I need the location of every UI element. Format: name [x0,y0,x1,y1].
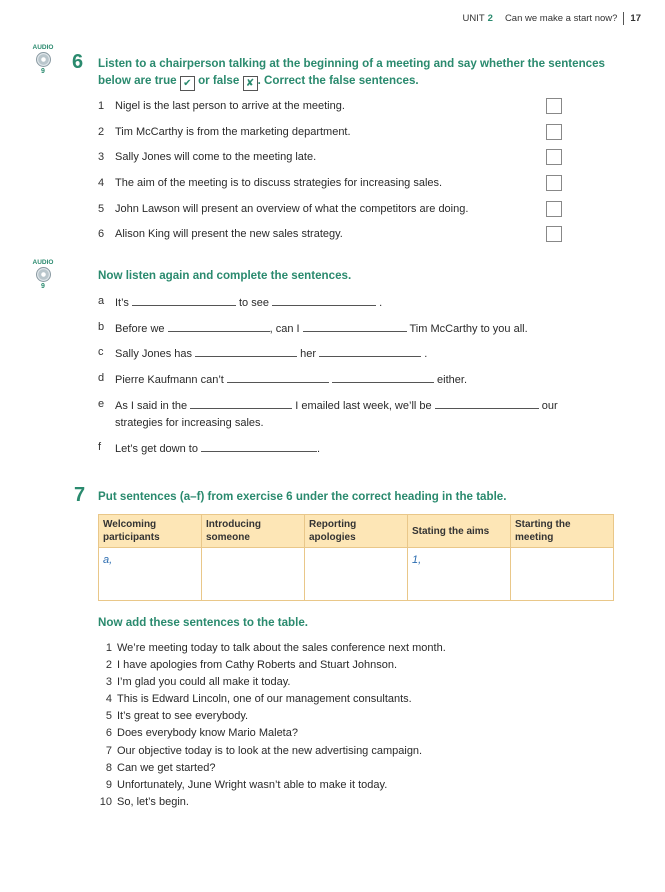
answer-checkbox[interactable] [546,226,562,242]
exercise-instruction [98,55,608,91]
answer-checkbox[interactable] [546,149,562,165]
cd-icon [36,52,51,67]
answer-checkbox[interactable] [546,175,562,191]
audio-track: 9 [41,283,45,290]
heading-table [98,514,614,601]
item-number: 7 [105,744,112,757]
table-cell[interactable] [511,548,614,601]
text-segment: strategies for increasing sales. [115,416,264,429]
audio-label: AUDIO [32,259,54,266]
item-text: It’s great to see everybody. [117,710,249,723]
list-item [98,320,598,346]
page-number: 17 [630,13,641,24]
item-text: I have apologies from Cathy Roberts and Stuart Johnson. [117,659,398,672]
audio-label: AUDIO [32,44,54,51]
tick-icon: ✔ [180,76,195,91]
text-segment: , can I [269,322,300,335]
text-segment: to see [238,297,269,309]
item-text [115,320,528,336]
exercise-number: 7 [74,484,86,506]
list-item [98,176,578,202]
table-heading: Stating the aims [408,515,511,548]
unit-title: Can we make a start now? [504,13,618,24]
list-item [98,397,598,440]
item-number: 5 [105,710,112,723]
list-item [98,345,598,371]
item-text: Alison King will present the new sales strategy. [115,228,343,241]
table-heading: Introducing someone [202,515,305,548]
item-text: Our objective today is to look at the new advertising campaign. [117,744,423,757]
item-number: 4 [98,177,105,190]
page-header [462,12,641,25]
item-number: 3 [98,151,105,164]
table-cell[interactable] [305,548,408,601]
blank-field[interactable] [190,397,292,409]
item-text: Tim McCarthy is from the marketing department. [115,125,351,138]
item-letter: b [98,320,105,333]
unit-label: UNIT [462,13,485,24]
item-text: Can we get started? [117,761,216,774]
item-letter: d [98,372,105,385]
item-number: 1 [98,100,105,112]
item-number: 9 [105,778,112,791]
text-segment: Let’s get down to [115,442,198,455]
answer-checkbox[interactable] [546,201,562,217]
table-cell[interactable]: a, [99,548,202,601]
text-segment: Sally Jones has [115,348,193,361]
item-number: 10 [99,795,112,808]
list-item [98,125,578,151]
text-segment: . [379,297,383,309]
item-text: Unfortunately, June Wright wasn’t able to make it today. [117,778,388,791]
sub-instruction: Now add these sentences to the table. [98,616,309,629]
text-segment: It’s [115,297,129,309]
list-item [98,150,578,176]
answer-checkbox[interactable] [546,98,562,114]
list-item [98,440,598,466]
instruction-text: Listen to a chairperson talking at the beginning of a meeting and say whether the sentences below are true [98,57,606,87]
item-text: I’m glad you could all make it today. [117,676,291,689]
list-item [98,227,578,253]
item-text [115,440,320,456]
list-item [98,99,578,125]
text-segment: Pierre Kaufmann can’t [115,374,224,387]
item-number: 6 [105,727,112,740]
item-number: 4 [105,693,112,706]
item-text [115,294,382,310]
list-item [98,371,598,397]
blank-field[interactable] [435,397,539,409]
table-heading: Welcoming participants [99,515,202,548]
item-text [115,371,467,387]
audio-badge-2[interactable] [31,259,55,290]
item-number: 2 [105,659,112,672]
table-cell[interactable] [202,548,305,601]
audio-track: 9 [41,68,45,75]
answer-checkbox[interactable] [546,124,562,140]
exercise-number: 6 [72,51,84,73]
item-text: So, let’s begin. [117,795,189,808]
item-text: Nigel is the last person to arrive at the meeting. [115,100,345,112]
item-letter: c [98,346,104,359]
sub-instruction: Now listen again and complete the sentences. [98,269,352,282]
table-cell[interactable]: 1, [408,548,511,601]
text-segment: As I said in the [115,399,188,412]
item-text [115,397,558,432]
item-text: This is Edward Lincoln, one of our management consultants. [117,693,412,706]
list-item [98,202,578,228]
table-heading: Starting the meeting [511,515,614,548]
item-number: 6 [98,228,105,241]
item-text: Sally Jones will come to the meeting late. [115,151,317,164]
instruction-text: . Correct the false sentences. [257,74,419,87]
gap-fill-list [98,294,598,465]
item-text: John Lawson will present an overview of what the competitors are doing. [115,202,469,215]
text-segment: . [317,442,321,455]
blank-field[interactable] [201,440,317,452]
blank-field[interactable] [168,320,270,332]
blank-field[interactable] [332,371,434,383]
cross-icon: ✘ [243,76,258,91]
text-segment: . [424,348,428,361]
text-segment: either. [437,374,467,387]
item-number: 8 [105,761,112,774]
list-item [98,294,598,320]
item-text: Does everybody know Mario Maleta? [117,727,298,740]
item-number: 1 [105,642,112,654]
audio-badge-1[interactable] [31,44,55,75]
table-heading: Reporting apologies [305,515,408,548]
blank-field[interactable] [227,371,329,383]
item-text: The aim of the meeting is to discuss strategies for increasing sales. [115,177,443,190]
cd-icon [36,267,51,282]
item-letter: a [98,295,105,307]
true-false-list [98,99,578,253]
item-letter: f [98,440,102,453]
item-text: We’re meeting today to talk about the sales conference next month. [117,642,446,654]
item-number: 2 [98,125,105,138]
item-letter: e [98,397,105,410]
blank-field[interactable] [132,294,236,306]
unit-number: 2 [487,13,493,24]
instruction-text: or false [198,74,240,87]
item-number: 5 [98,202,105,215]
blank-field[interactable] [319,345,421,357]
blank-field[interactable] [272,294,376,306]
text-segment: I emailed last week, we’ll be [295,399,432,412]
text-segment: Tim McCarthy to you all. [409,322,528,335]
text-segment: Before we [115,322,165,335]
blank-field[interactable] [303,320,407,332]
text-segment: our [541,399,558,412]
text-segment: her [300,348,317,361]
blank-field[interactable] [195,345,297,357]
header-divider [623,12,624,25]
exercise-instruction: Put sentences (a–f) from exercise 6 under the correct heading in the table. [98,490,507,503]
item-number: 3 [105,676,112,689]
item-text [115,345,427,361]
